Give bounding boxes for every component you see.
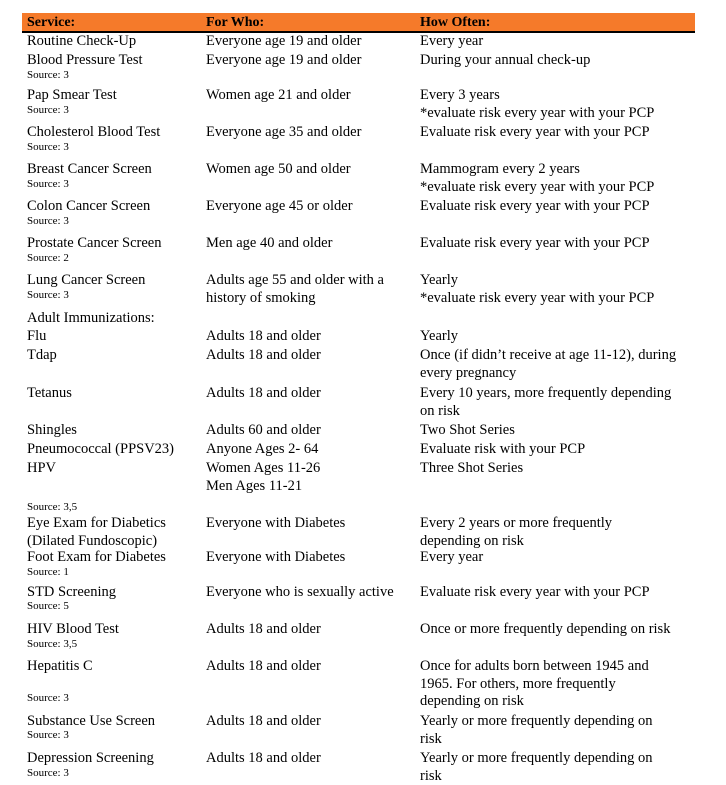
cell-service: Breast Cancer Screen xyxy=(27,161,152,177)
column-header-how-often: How Often: xyxy=(420,15,491,30)
cell-service: Substance Use Screen xyxy=(27,713,156,729)
cell-how-often: Every 10 years, more frequently depending xyxy=(420,385,672,401)
cell-for-who: Men Ages 11-21 xyxy=(206,477,303,494)
cell-how-often: Evaluate risk every year with your PCP xyxy=(420,124,650,140)
cell-for-who: Women age 50 and older xyxy=(206,161,351,177)
cell-for-who: Adults 18 and older xyxy=(206,658,321,674)
cell-service: Tetanus xyxy=(27,385,72,401)
source-note: Source: 1 xyxy=(27,566,69,578)
cell-how-often: Every year xyxy=(420,549,484,565)
cell-how-often: risk xyxy=(420,767,442,784)
cell-how-often: 1965. For others, more frequently xyxy=(420,675,616,692)
source-note: Source: 3 xyxy=(27,141,69,153)
column-header-service: Service: xyxy=(27,15,76,30)
cell-for-who: Adults 18 and older xyxy=(206,750,321,766)
cell-how-often: on risk xyxy=(420,402,460,419)
cell-service: Adult Immunizations: xyxy=(27,310,155,326)
cell-service: STD Screening xyxy=(27,584,116,600)
cell-service: HPV xyxy=(27,460,57,476)
cell-service: Flu xyxy=(27,328,47,344)
cell-how-often: Every 2 years or more frequently xyxy=(420,515,613,531)
cell-service: Shingles xyxy=(27,422,77,438)
source-note: Source: 3 xyxy=(27,729,69,741)
table-header xyxy=(22,13,695,33)
cell-how-often: Once (if didn’t receive at age 11-12), during xyxy=(420,347,677,363)
cell-how-often: Two Shot Series xyxy=(420,422,515,438)
cell-service: Pap Smear Test xyxy=(27,87,117,103)
cell-how-often: Once for adults born between 1945 and xyxy=(420,658,649,674)
cell-how-often: Mammogram every 2 years xyxy=(420,161,580,177)
cell-how-often: *evaluate risk every year with your PCP xyxy=(420,104,655,121)
column-header-for-who: For Who: xyxy=(206,15,265,30)
cell-for-who: Adults 18 and older xyxy=(206,385,321,401)
source-note: Source: 3 xyxy=(27,767,69,779)
cell-for-who: Everyone age 19 and older xyxy=(206,52,362,68)
cell-service: Tdap xyxy=(27,347,57,363)
source-note: Source: 5 xyxy=(27,600,69,612)
source-note: Source: 3 xyxy=(27,289,69,301)
cell-how-often: Every year xyxy=(420,33,484,49)
cell-how-often: Three Shot Series xyxy=(420,460,524,476)
source-note: Source: 3,5 xyxy=(27,638,78,650)
cell-how-often: Evaluate risk every year with your PCP xyxy=(420,584,650,600)
cell-service: Hepatitis C xyxy=(27,658,93,674)
cell-service: Pneumococcal (PPSV23) xyxy=(27,441,174,457)
cell-service: Blood Pressure Test xyxy=(27,52,143,68)
source-note: Source: 3 xyxy=(27,215,69,227)
source-note: Source: 3 xyxy=(27,178,69,190)
source-note: Source: 3 xyxy=(27,104,69,116)
source-note: Source: 3,5 xyxy=(27,501,78,513)
cell-for-who: Adults 18 and older xyxy=(206,328,321,344)
cell-for-who: Everyone age 35 and older xyxy=(206,124,362,140)
cell-how-often: Yearly or more frequently depending on xyxy=(420,713,653,729)
cell-how-often: risk xyxy=(420,730,442,747)
cell-how-often: Evaluate risk every year with your PCP xyxy=(420,198,650,214)
source-note: Source: 3 xyxy=(27,69,69,81)
cell-how-often: Yearly xyxy=(420,328,458,344)
cell-for-who: Women Ages 11-26 xyxy=(206,460,321,476)
cell-service: Depression Screening xyxy=(27,750,154,766)
cell-how-often: *evaluate risk every year with your PCP xyxy=(420,178,655,195)
cell-for-who: Women age 21 and older xyxy=(206,87,351,103)
cell-how-often: Evaluate risk with your PCP xyxy=(420,441,586,457)
cell-how-often: Every 3 years xyxy=(420,87,500,103)
cell-for-who: Anyone Ages 2- 64 xyxy=(206,441,319,457)
cell-for-who: Adults 60 and older xyxy=(206,422,321,438)
cell-service: HIV Blood Test xyxy=(27,621,119,637)
cell-how-often: Yearly or more frequently depending on xyxy=(420,750,653,766)
cell-service: (Dilated Fundoscopic) xyxy=(27,532,158,549)
cell-service: Routine Check-Up xyxy=(27,33,137,49)
cell-for-who: Everyone age 19 and older xyxy=(206,33,362,49)
cell-for-who: Adults 18 and older xyxy=(206,347,321,363)
cell-how-often: depending on risk xyxy=(420,532,524,549)
cell-for-who: Adults 18 and older xyxy=(206,621,321,637)
cell-for-who: history of smoking xyxy=(206,289,316,306)
cell-for-who: Everyone age 45 or older xyxy=(206,198,353,214)
cell-service: Cholesterol Blood Test xyxy=(27,124,161,140)
cell-service: Lung Cancer Screen xyxy=(27,272,146,288)
cell-how-often: depending on risk xyxy=(420,693,524,709)
cell-for-who: Everyone with Diabetes xyxy=(206,515,346,531)
cell-how-often: Yearly xyxy=(420,272,458,288)
cell-service: Eye Exam for Diabetics xyxy=(27,515,166,531)
cell-for-who: Everyone who is sexually active xyxy=(206,584,394,600)
cell-how-often: *evaluate risk every year with your PCP xyxy=(420,289,655,306)
cell-how-often: Evaluate risk every year with your PCP xyxy=(420,235,650,251)
cell-for-who: Adults age 55 and older with a xyxy=(206,272,384,288)
cell-for-who: Everyone with Diabetes xyxy=(206,549,346,565)
cell-for-who: Men age 40 and older xyxy=(206,235,333,251)
source-note: Source: 3 xyxy=(27,692,69,704)
cell-how-often: every pregnancy xyxy=(420,364,517,381)
cell-service: Colon Cancer Screen xyxy=(27,198,151,214)
cell-service: Foot Exam for Diabetes xyxy=(27,549,166,565)
cell-how-often: During your annual check-up xyxy=(420,52,591,68)
cell-how-often: Once or more frequently depending on risk xyxy=(420,621,671,637)
cell-for-who: Adults 18 and older xyxy=(206,713,321,729)
cell-service: Prostate Cancer Screen xyxy=(27,235,162,251)
source-note: Source: 2 xyxy=(27,252,69,264)
